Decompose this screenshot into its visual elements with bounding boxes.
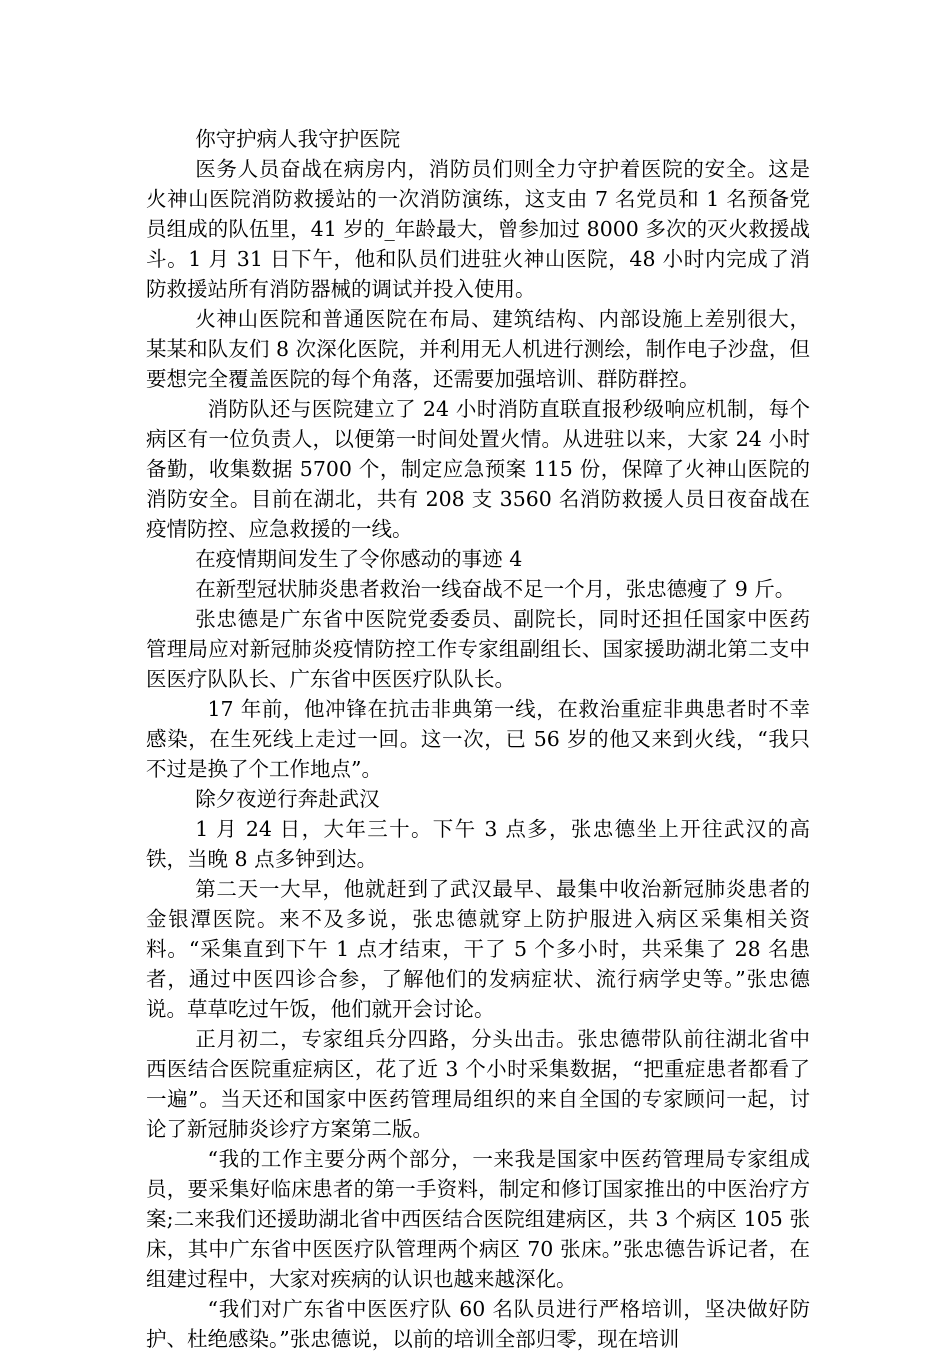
paragraph: 17 年前，他冲锋在抗击非典第一线，在救治重症非典患者时不幸感染，在生死线上走过一回。这一次，已 56 岁的他又来到火线，“我只不过是换了个工作地点”。 <box>146 697 810 781</box>
paragraph: 张忠德是广东省中医院党委委员、副院长，同时还担任国家中医药管理局应对新冠肺炎疫情防控工作专家组副组长、国家援助湖北第二支中医医疗队队长、广东省中医医疗队队长。 <box>146 607 810 691</box>
section-heading: 你守护病人我守护医院 <box>195 127 401 151</box>
paragraph: 医务人员奋战在病房内，消防员们则全力守护着医院的安全。这是火神山医院消防救援站的一次消防演练，这支由 7 名党员和 1 名预备党员组成的队伍里，41 岁的_年龄最大，曾参加过 8000 多次的灭火救援战斗。1 月 31 日下午，他和队员们进驻火神山医院，48 小时内完成了消防救援站所有消防器械的调试并投入使用。 <box>146 157 810 301</box>
document-body <box>146 124 810 1354</box>
paragraph: 正月初二，专家组兵分四路，分头出击。张忠德带队前往湖北省中西医结合医院重症病区，花了近 3 个小时采集数据，“把重症患者都看了一遍”。当天还和国家中医药管理局组织的来自全国的专家顾问一起，讨论了新冠肺炎诊疗方案第二版。 <box>146 1027 810 1141</box>
section-heading: 在疫情期间发生了令你感动的事迹 4 <box>195 547 523 571</box>
paragraph: 在新型冠状肺炎患者救治一线奋战不足一个月，张忠德瘦了 9 斤。 <box>195 577 796 601</box>
paragraph: 火神山医院和普通医院在布局、建筑结构、内部设施上差别很大，某某和队友们 8 次深化医院，并利用无人机进行测绘，制作电子沙盘，但要想完全覆盖医院的每个角落，还需要加强培训、群防群控。 <box>146 307 810 391</box>
paragraph: “我们对广东省中医医疗队 60 名队员进行严格培训，坚决做好防护、杜绝感染。”张忠德说，以前的培训全部归零，现在培训 <box>146 1297 810 1351</box>
section-heading: 除夕夜逆行奔赴武汉 <box>195 787 380 811</box>
paragraph: 消防队还与医院建立了 24 小时消防直联直报秒级响应机制，每个病区有一位负责人，以便第一时间处置火情。从进驻以来，大家 24 小时备勤，收集数据 5700 个，制定应急预案 115 份，保障了火神山医院的消防安全。目前在湖北，共有 208 支 3560 名消防救援人员日夜奋战在疫情防控、应急救援的一线。 <box>146 397 810 541</box>
paragraph: 第二天一大早，他就赶到了武汉最早、最集中收治新冠肺炎患者的金银潭医院。来不及多说，张忠德就穿上防护服进入病区采集相关资料。“采集直到下午 1 点才结束，干了 5 个多小时，共采集了 28 名患者，通过中医四诊合参，了解他们的发病症状、流行病学史等。”张忠德说。草草吃过午饭，他们就开会讨论。 <box>146 877 810 1021</box>
paragraph: “我的工作主要分两个部分，一来我是国家中医药管理局专家组成员，要采集好临床患者的第一手资料，制定和修订国家推出的中医治疗方案;二来我们还援助湖北省中西医结合医院组建病区，共 3 个病区 105 张床，其中广东省中医医疗队管理两个病区 70 张床。”张忠德告诉记者，在组建过程中，大家对疾病的认识也越来越深化。 <box>146 1147 810 1291</box>
paragraph: 1 月 24 日，大年三十。下午 3 点多，张忠德坐上开往武汉的高铁，当晚 8 点多钟到达。 <box>146 817 810 871</box>
